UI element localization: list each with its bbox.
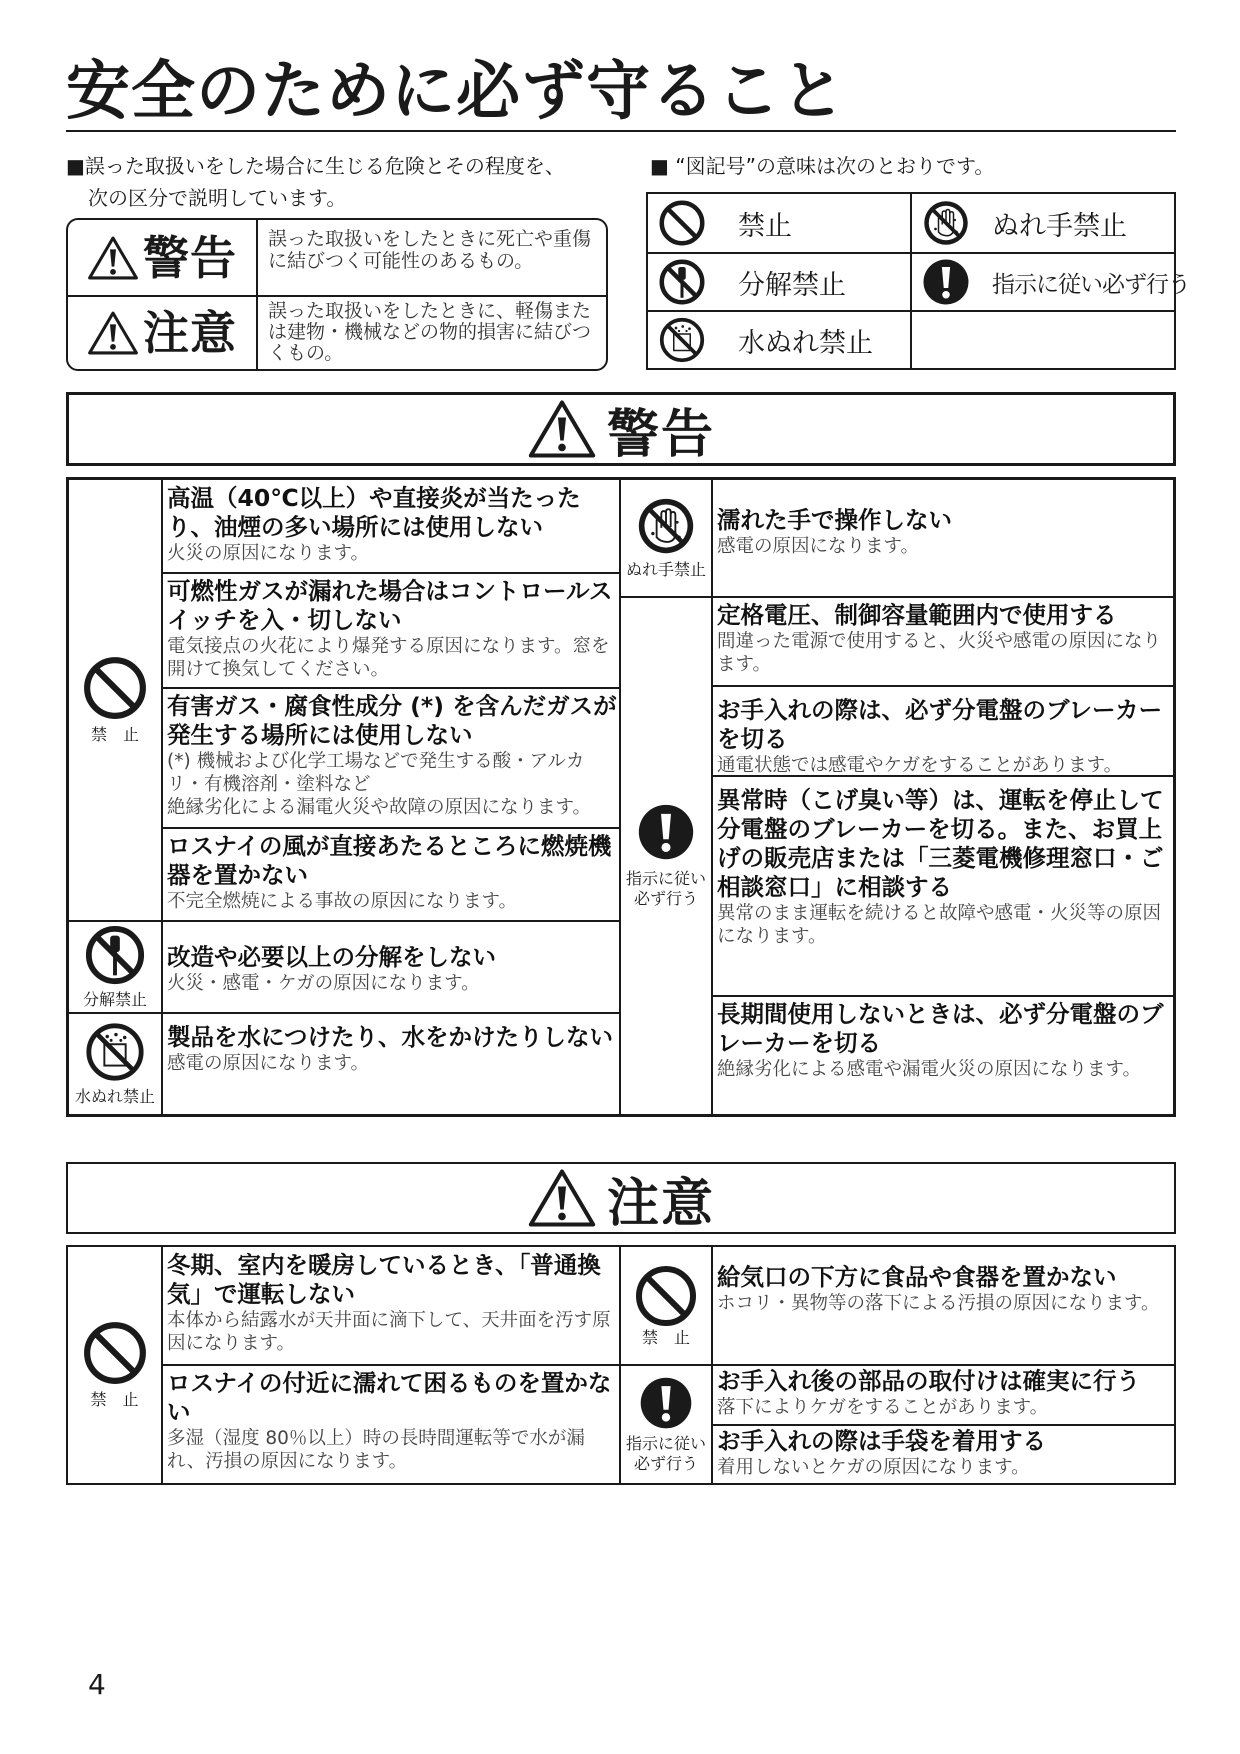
legend-disassemble bbox=[648, 254, 910, 310]
warn-item-10-head: 異常時（こげ臭い等）は、運転を停止して分電盤のブレーカーを切る。また、お買上げの販売店または「三菱電機修理窓口・ご相談窓口」に相談する bbox=[717, 786, 1164, 901]
caut-item-1 bbox=[161, 1247, 619, 1355]
warn-icon-disassemble-caption: 分解禁止 bbox=[82, 990, 147, 1009]
warn-item-1-head: 高温（40℃以上）や直接炎が当たったり、油煙の多い場所には使用しない bbox=[167, 484, 581, 541]
intro-text bbox=[66, 150, 626, 214]
severity-caution-desc: 誤った取扱いをしたときに、軽傷または建物・機械などの物的損害に結びつくもの。 bbox=[268, 300, 592, 364]
caut-item-5-body: 着用しないとケガの原因になります。 bbox=[717, 1457, 1030, 1478]
legend-disassemble-label: 分解禁止 bbox=[738, 269, 846, 301]
page-title: 安全のために必ず守ること bbox=[66, 55, 846, 129]
caut-item-5 bbox=[711, 1425, 1174, 1479]
caut-item-3-body: ホコリ・異物等の落下による汚損の原因になります。 bbox=[717, 1293, 1160, 1314]
caut-item-2-body: 多湿（湿度 80％以上）時の長時間運転等で水が漏れ、汚損の原因になります。 bbox=[167, 1428, 585, 1472]
severity-warning-label bbox=[68, 220, 258, 295]
legend-prohibit-label: 禁止 bbox=[738, 210, 792, 242]
warn-icon-wet-hands-caption: ぬれ手禁止 bbox=[625, 560, 706, 579]
severity-warning-word: 警告 bbox=[143, 230, 237, 285]
caut-item-2-head: ロスナイの付近に濡れて困るものを置かない bbox=[167, 1369, 612, 1426]
warning-table bbox=[66, 477, 1176, 1117]
caut-item-4 bbox=[711, 1365, 1174, 1419]
severity-caution-word: 注意 bbox=[143, 306, 237, 360]
severity-warning-row bbox=[68, 220, 606, 295]
symbol-legend bbox=[646, 192, 1190, 370]
no-water-icon bbox=[658, 316, 706, 364]
mandatory-icon bbox=[639, 1376, 693, 1430]
warn-item-2-head: 可燃性ガスが漏れた場合はコントロールスイッチを入・切しない bbox=[167, 577, 613, 634]
warn-item-5 bbox=[161, 921, 619, 995]
caution-table bbox=[66, 1245, 1176, 1485]
caut-icon-prohibit-right-caption: 禁 止 bbox=[641, 1327, 690, 1347]
no-water-icon bbox=[84, 1021, 146, 1083]
warn-icon-prohibit-caption: 禁 止 bbox=[90, 725, 139, 744]
legend-wet-hands-label: ぬれ手禁止 bbox=[992, 210, 1127, 242]
caut-item-3 bbox=[711, 1247, 1174, 1315]
warn-item-2 bbox=[161, 573, 619, 681]
intro-line-1: ■誤った取扱いをした場合に生じる危険とその程度を、 bbox=[66, 154, 565, 178]
caut-icon-mandatory-caption-1: 指示に従い bbox=[625, 1433, 706, 1453]
caut-item-4-body: 落下によりケガをすることがあります。 bbox=[717, 1397, 1049, 1418]
warning-banner bbox=[66, 392, 1176, 466]
caut-icon-prohibit-right bbox=[621, 1247, 711, 1364]
warn-item-5-body: 火災・感電・ケガの原因になります。 bbox=[167, 973, 480, 994]
warn-item-7-body: 感電の原因になります。 bbox=[717, 536, 920, 557]
legend-wet-hands bbox=[912, 194, 1174, 252]
warn-item-3-body: (*) 機械および化学工場などで発生する酸・アルカリ・有機溶剤・塗料など bbox=[167, 751, 585, 795]
warn-item-7-head: 濡れた手で操作しない bbox=[717, 506, 952, 534]
warn-item-8-body: 間違った電源で使用すると、火災や感電の原因になります。 bbox=[717, 631, 1162, 675]
warn-icon-mandatory-caption-1: 指示に従い bbox=[625, 869, 706, 888]
caut-item-1-head: 冬期、室内を暖房しているとき、「普通換気」で運転しない bbox=[167, 1251, 601, 1308]
warn-item-3-head: 有害ガス・腐食性成分 (*) を含んだガスが発生する場所には使用しない bbox=[167, 692, 617, 749]
mandatory-icon bbox=[637, 803, 695, 861]
legend-prohibit bbox=[648, 194, 910, 252]
disassemble-prohibit-icon bbox=[658, 258, 706, 306]
severity-warning-desc: 誤った取扱いをしたときに死亡や重傷に結びつく可能性のあるもの。 bbox=[268, 228, 592, 272]
warn-icon-mandatory bbox=[621, 598, 711, 1114]
warn-item-3-body2: 絶縁劣化による漏電火災や故障の原因になります。 bbox=[167, 797, 592, 818]
prohibit-icon bbox=[82, 1320, 148, 1386]
severity-caution-row bbox=[68, 297, 606, 369]
mandatory-icon bbox=[922, 258, 970, 306]
warn-item-10 bbox=[711, 776, 1173, 948]
warn-item-6-body: 感電の原因になります。 bbox=[167, 1053, 370, 1074]
warn-item-8-head: 定格電圧、制御容量範囲内で使用する bbox=[717, 601, 1117, 629]
warn-item-6-head: 製品を水につけたり、水をかけたりしない bbox=[167, 1023, 614, 1051]
warn-item-4 bbox=[161, 828, 619, 913]
caution-banner bbox=[66, 1162, 1176, 1234]
warn-item-11-head: 長期間使用しないときは、必ず分電盤のブレーカーを切る bbox=[717, 1000, 1164, 1057]
caut-item-2 bbox=[161, 1365, 619, 1473]
warn-item-6 bbox=[161, 1013, 619, 1075]
warn-icon-wet-hands bbox=[621, 480, 711, 596]
legend-mandatory bbox=[912, 254, 1190, 310]
legend-no-water-label: 水ぬれ禁止 bbox=[738, 327, 873, 359]
wet-hand-prohibit-icon bbox=[922, 199, 970, 247]
wet-hand-prohibit-icon bbox=[636, 496, 696, 556]
caution-triangle-icon bbox=[87, 310, 139, 356]
warn-item-4-head: ロスナイの風が直接あたるところに燃焼機器を置かない bbox=[167, 832, 612, 889]
severity-box bbox=[66, 218, 608, 371]
prohibit-icon bbox=[658, 199, 706, 247]
warn-item-1 bbox=[161, 480, 619, 565]
caut-item-5-head: お手入れの際は手袋を着用する bbox=[717, 1427, 1046, 1455]
page-number: 4 bbox=[88, 1668, 106, 1701]
warn-icon-prohibit bbox=[69, 480, 161, 920]
title-rule bbox=[66, 130, 1176, 132]
warn-item-9-head: お手入れの際は、必ず分電盤のブレーカーを切る bbox=[717, 696, 1163, 753]
warn-item-11 bbox=[711, 996, 1173, 1081]
caut-item-4-head: お手入れ後の部品の取付けは確実に行う bbox=[717, 1367, 1140, 1395]
caut-icon-mandatory bbox=[621, 1366, 711, 1483]
prohibit-icon bbox=[634, 1264, 698, 1328]
caut-item-1-body: 本体から結露水が天井面に滴下して、天井面を汚す原因になります。 bbox=[167, 1310, 611, 1354]
caut-icon-prohibit-caption: 禁 止 bbox=[90, 1390, 139, 1409]
disassemble-prohibit-icon bbox=[84, 924, 146, 986]
warn-item-10-body: 異常のまま運転を続けると故障や感電・火災等の原因になります。 bbox=[717, 903, 1162, 947]
warning-triangle-icon bbox=[87, 235, 139, 281]
caut-icon-prohibit bbox=[68, 1247, 161, 1483]
legend-no-water bbox=[648, 312, 910, 368]
warn-icon-mandatory-caption-2: 必ず行う bbox=[633, 889, 698, 908]
warn-item-4-body: 不完全燃焼による事故の原因になります。 bbox=[167, 891, 518, 912]
warn-item-11-body: 絶縁劣化による感電や漏電火災の原因になります。 bbox=[717, 1059, 1142, 1080]
warn-item-9 bbox=[711, 686, 1173, 777]
warning-banner-word: 警告 bbox=[606, 404, 715, 465]
intro-line-2: 次の区分で説明しています。 bbox=[88, 186, 347, 210]
caut-item-3-head: 給気口の下方に食品や食器を置かない bbox=[717, 1263, 1117, 1291]
warn-item-5-head: 改造や必要以上の分解をしない bbox=[167, 943, 496, 971]
caution-triangle-icon bbox=[527, 1168, 597, 1228]
warn-item-3 bbox=[161, 688, 619, 819]
prohibit-icon bbox=[82, 655, 148, 721]
legend-mandatory-label: 指示に従い必ず行う bbox=[992, 271, 1190, 298]
warn-item-1-body: 火災の原因になります。 bbox=[167, 543, 370, 564]
warn-item-9-body: 通電状態では感電やケガをすることがあります。 bbox=[717, 755, 1123, 776]
severity-caution-label bbox=[68, 297, 258, 369]
warn-item-8 bbox=[711, 597, 1173, 676]
caution-banner-word: 注意 bbox=[606, 1173, 715, 1234]
warning-triangle-icon bbox=[527, 399, 597, 459]
caut-icon-mandatory-caption-2: 必ず行う bbox=[633, 1453, 698, 1473]
legend-lead: ■ “図記号”の意味は次のとおりです。 bbox=[650, 154, 995, 178]
warn-icon-no-water bbox=[69, 1014, 161, 1114]
warn-item-2-body: 電気接点の火花により爆発する原因になります。窓を開けて換気してください。 bbox=[167, 636, 610, 680]
warn-icon-disassemble bbox=[69, 922, 161, 1012]
warn-item-7 bbox=[711, 480, 1173, 558]
warn-icon-no-water-caption: 水ぬれ禁止 bbox=[74, 1087, 155, 1106]
